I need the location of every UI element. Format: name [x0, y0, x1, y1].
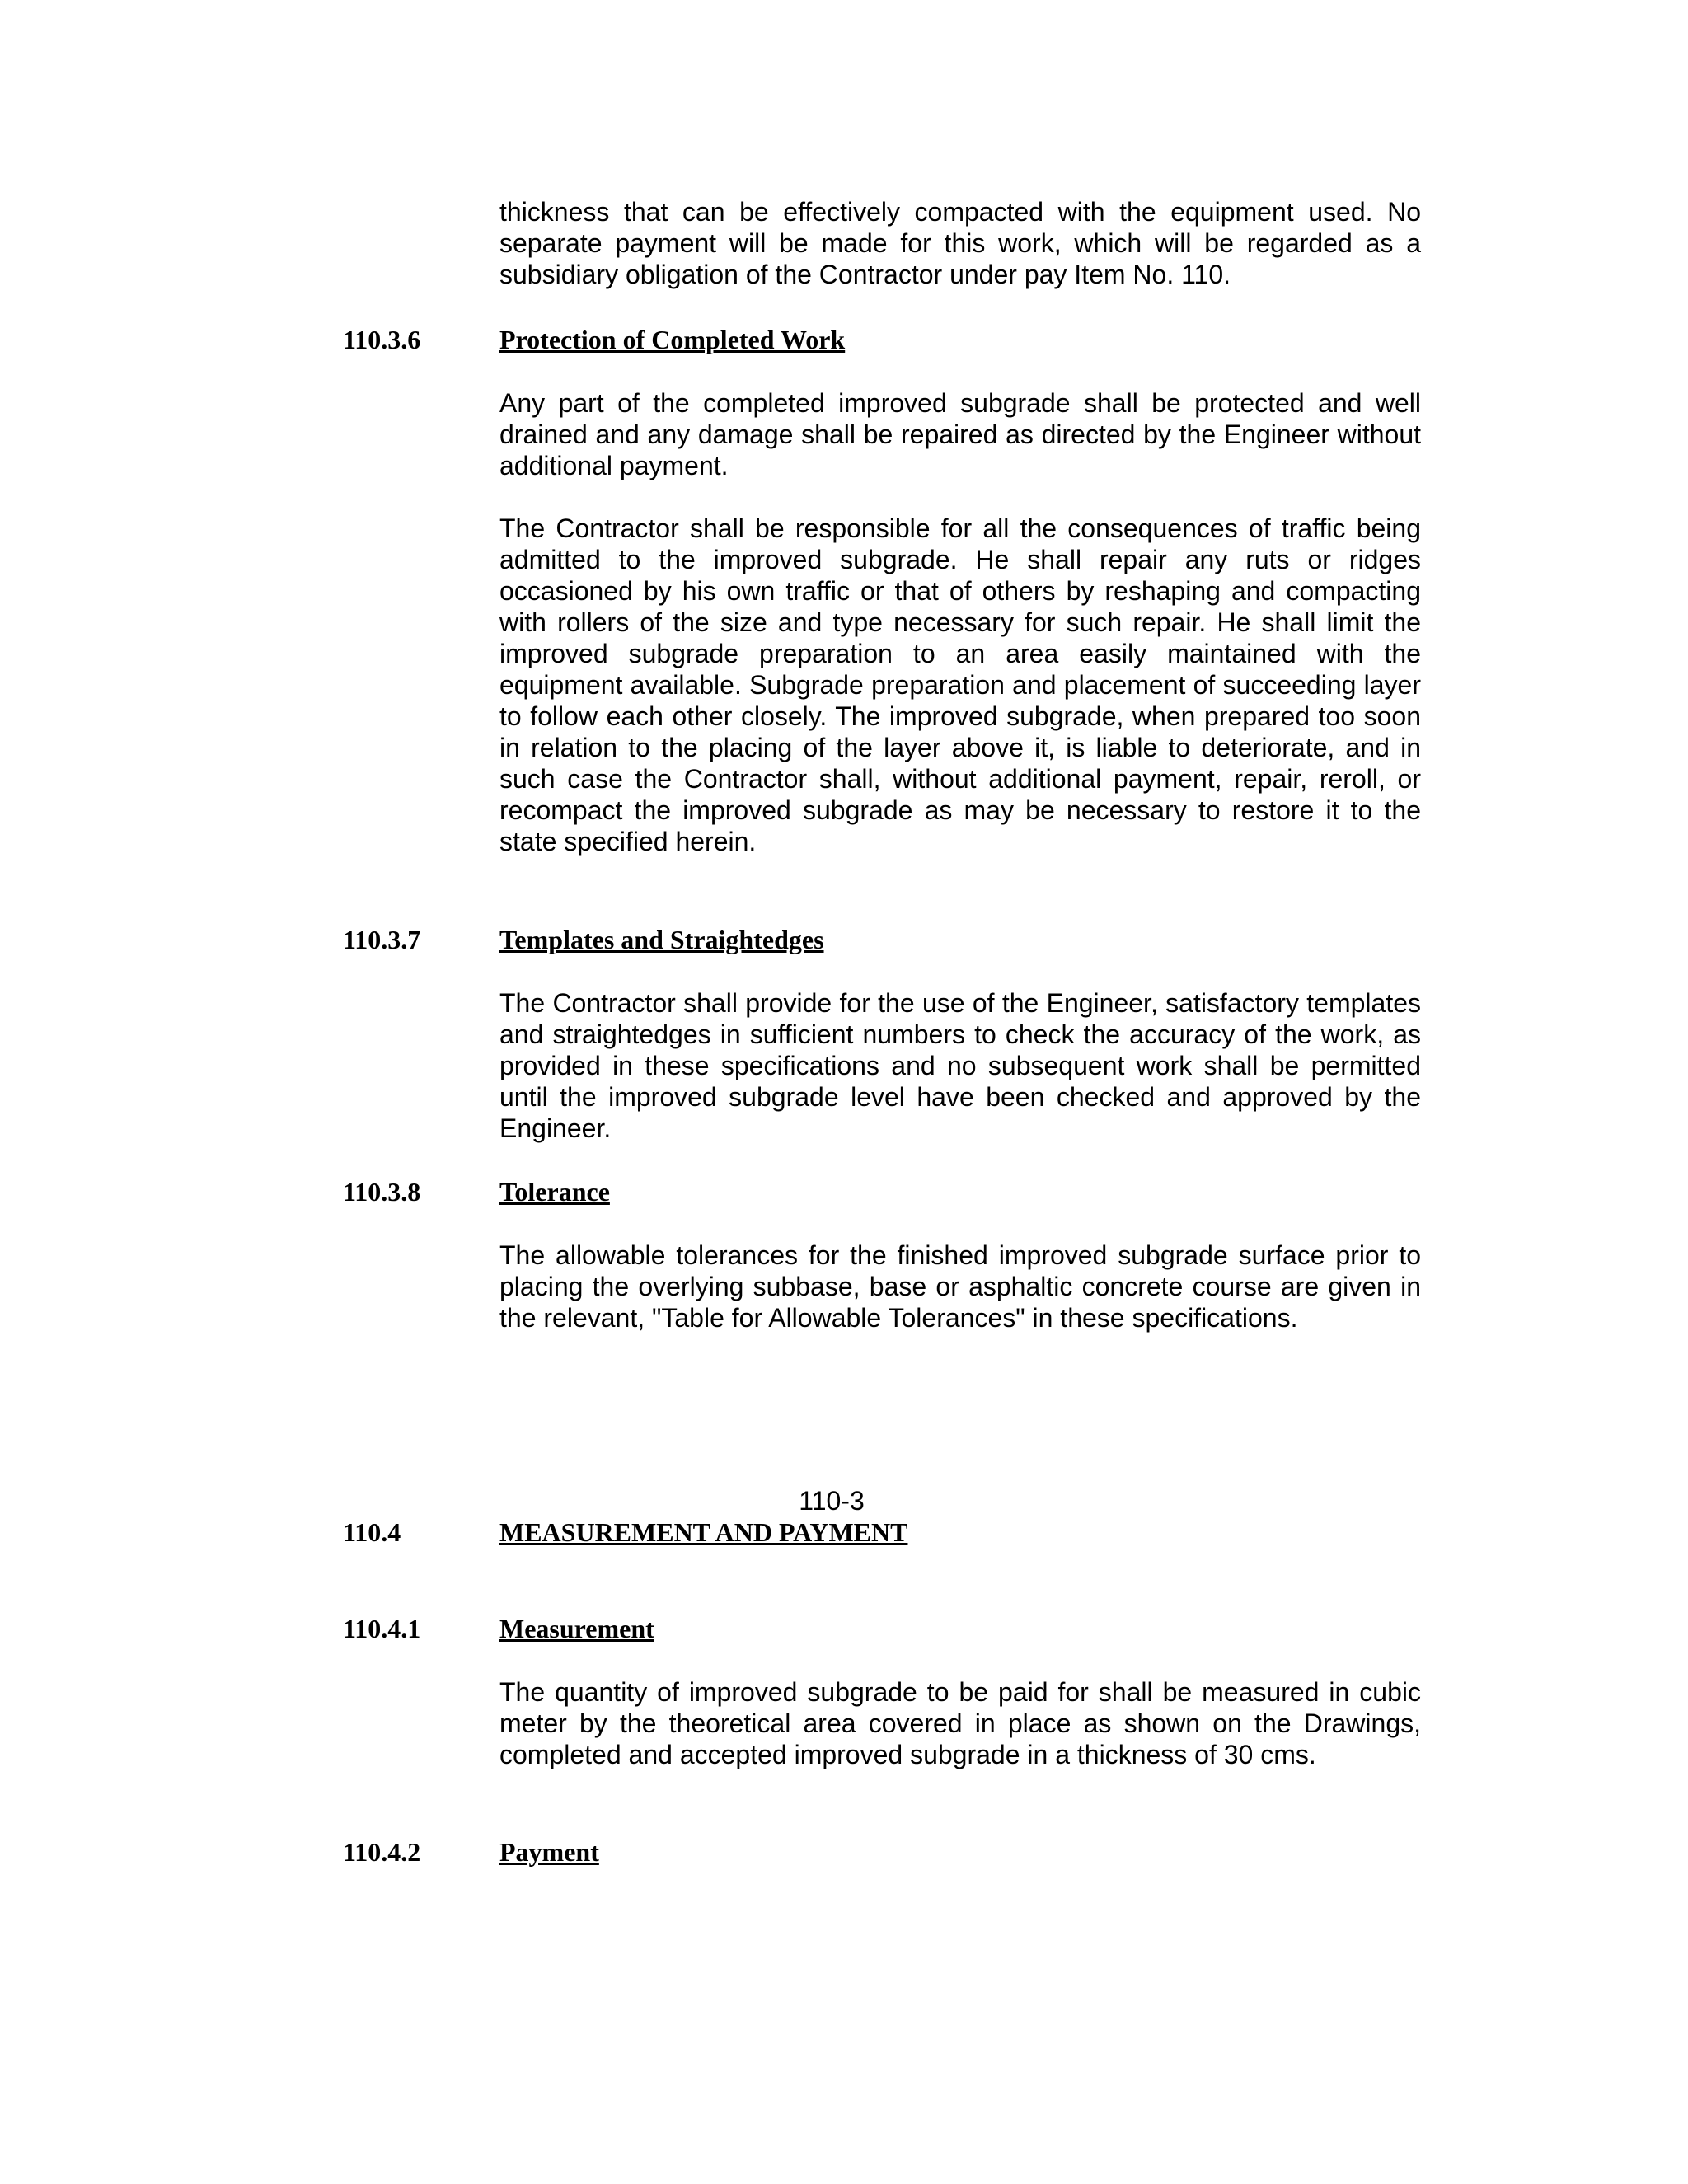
carryover-paragraph: thickness that can be effectively compacted with the equipment used. No separate payment will be made for this work, which will be regarded as a subsidiary obligation of the Contractor under pay Item No. 110.	[499, 197, 1421, 289]
section-title-tolerance: Tolerance	[499, 1177, 610, 1207]
section-title-measurement-and-payment: MEASUREMENT AND PAYMENT	[499, 1517, 908, 1547]
tolerance-paragraph: The allowable tolerances for the finished improved subgrade surface prior to placing the overlying subbase, base or asphaltic concrete course are given in the relevant, "Table for Allowable Tolerances" in these specifications.	[499, 1240, 1421, 1333]
protection-paragraph-1: Any part of the completed improved subgrade shall be protected and well drained and any damage shall be repaired as directed by the Engineer without additional payment.	[499, 388, 1421, 480]
section-title-payment: Payment	[499, 1837, 599, 1867]
section-title-measurement: Measurement	[499, 1614, 654, 1643]
section-number-110-3-6: 110.3.6	[343, 325, 421, 354]
section-title-protection-of-completed-work: Protection of Completed Work	[499, 325, 846, 354]
templates-paragraph: The Contractor shall provide for the use of the Engineer, satisfactory templates and straightedges in sufficient numbers to check the accuracy of the work, as provided in these specifications and no subsequent work shall be permitted until the improved subgrade level have been checked and approved by the Engineer.	[499, 988, 1421, 1143]
measurement-paragraph: The quantity of improved subgrade to be paid for shall be measured in cubic meter by the theoretical area covered in place as shown on the Drawings, completed and accepted improved subgrade in a thickness of 30 cms.	[499, 1677, 1421, 1769]
section-number-110-4: 110.4	[343, 1517, 401, 1547]
section-number-110-4-1: 110.4.1	[343, 1614, 421, 1643]
section-number-110-4-2: 110.4.2	[343, 1837, 421, 1867]
section-number-110-3-7: 110.3.7	[343, 925, 421, 954]
section-number-110-3-8: 110.3.8	[343, 1177, 421, 1207]
page-number: 110-3	[799, 1486, 865, 1516]
protection-paragraph-2: The Contractor shall be responsible for all the consequences of traffic being admitted to the improved subgrade. He shall repair any ruts or ridges occasioned by his own traffic or that of others by reshaping and compacting with rollers of the size and type necessary for such repair. He shall limit the improved subgrade preparation to an area easily maintained with the equipment available. Subgrade preparation and placement of succeeding layer to follow each other closely. The improved subgrade, when prepared too soon in relation to the placing of the layer above it, is liable to deteriorate, and in such case the Contractor shall, without additional payment, repair, reroll, or recompact the improved subgrade as may be necessary to restore it to the state specified herein.	[499, 513, 1421, 856]
section-title-templates-and-straightedges: Templates and Straightedges	[499, 925, 824, 954]
